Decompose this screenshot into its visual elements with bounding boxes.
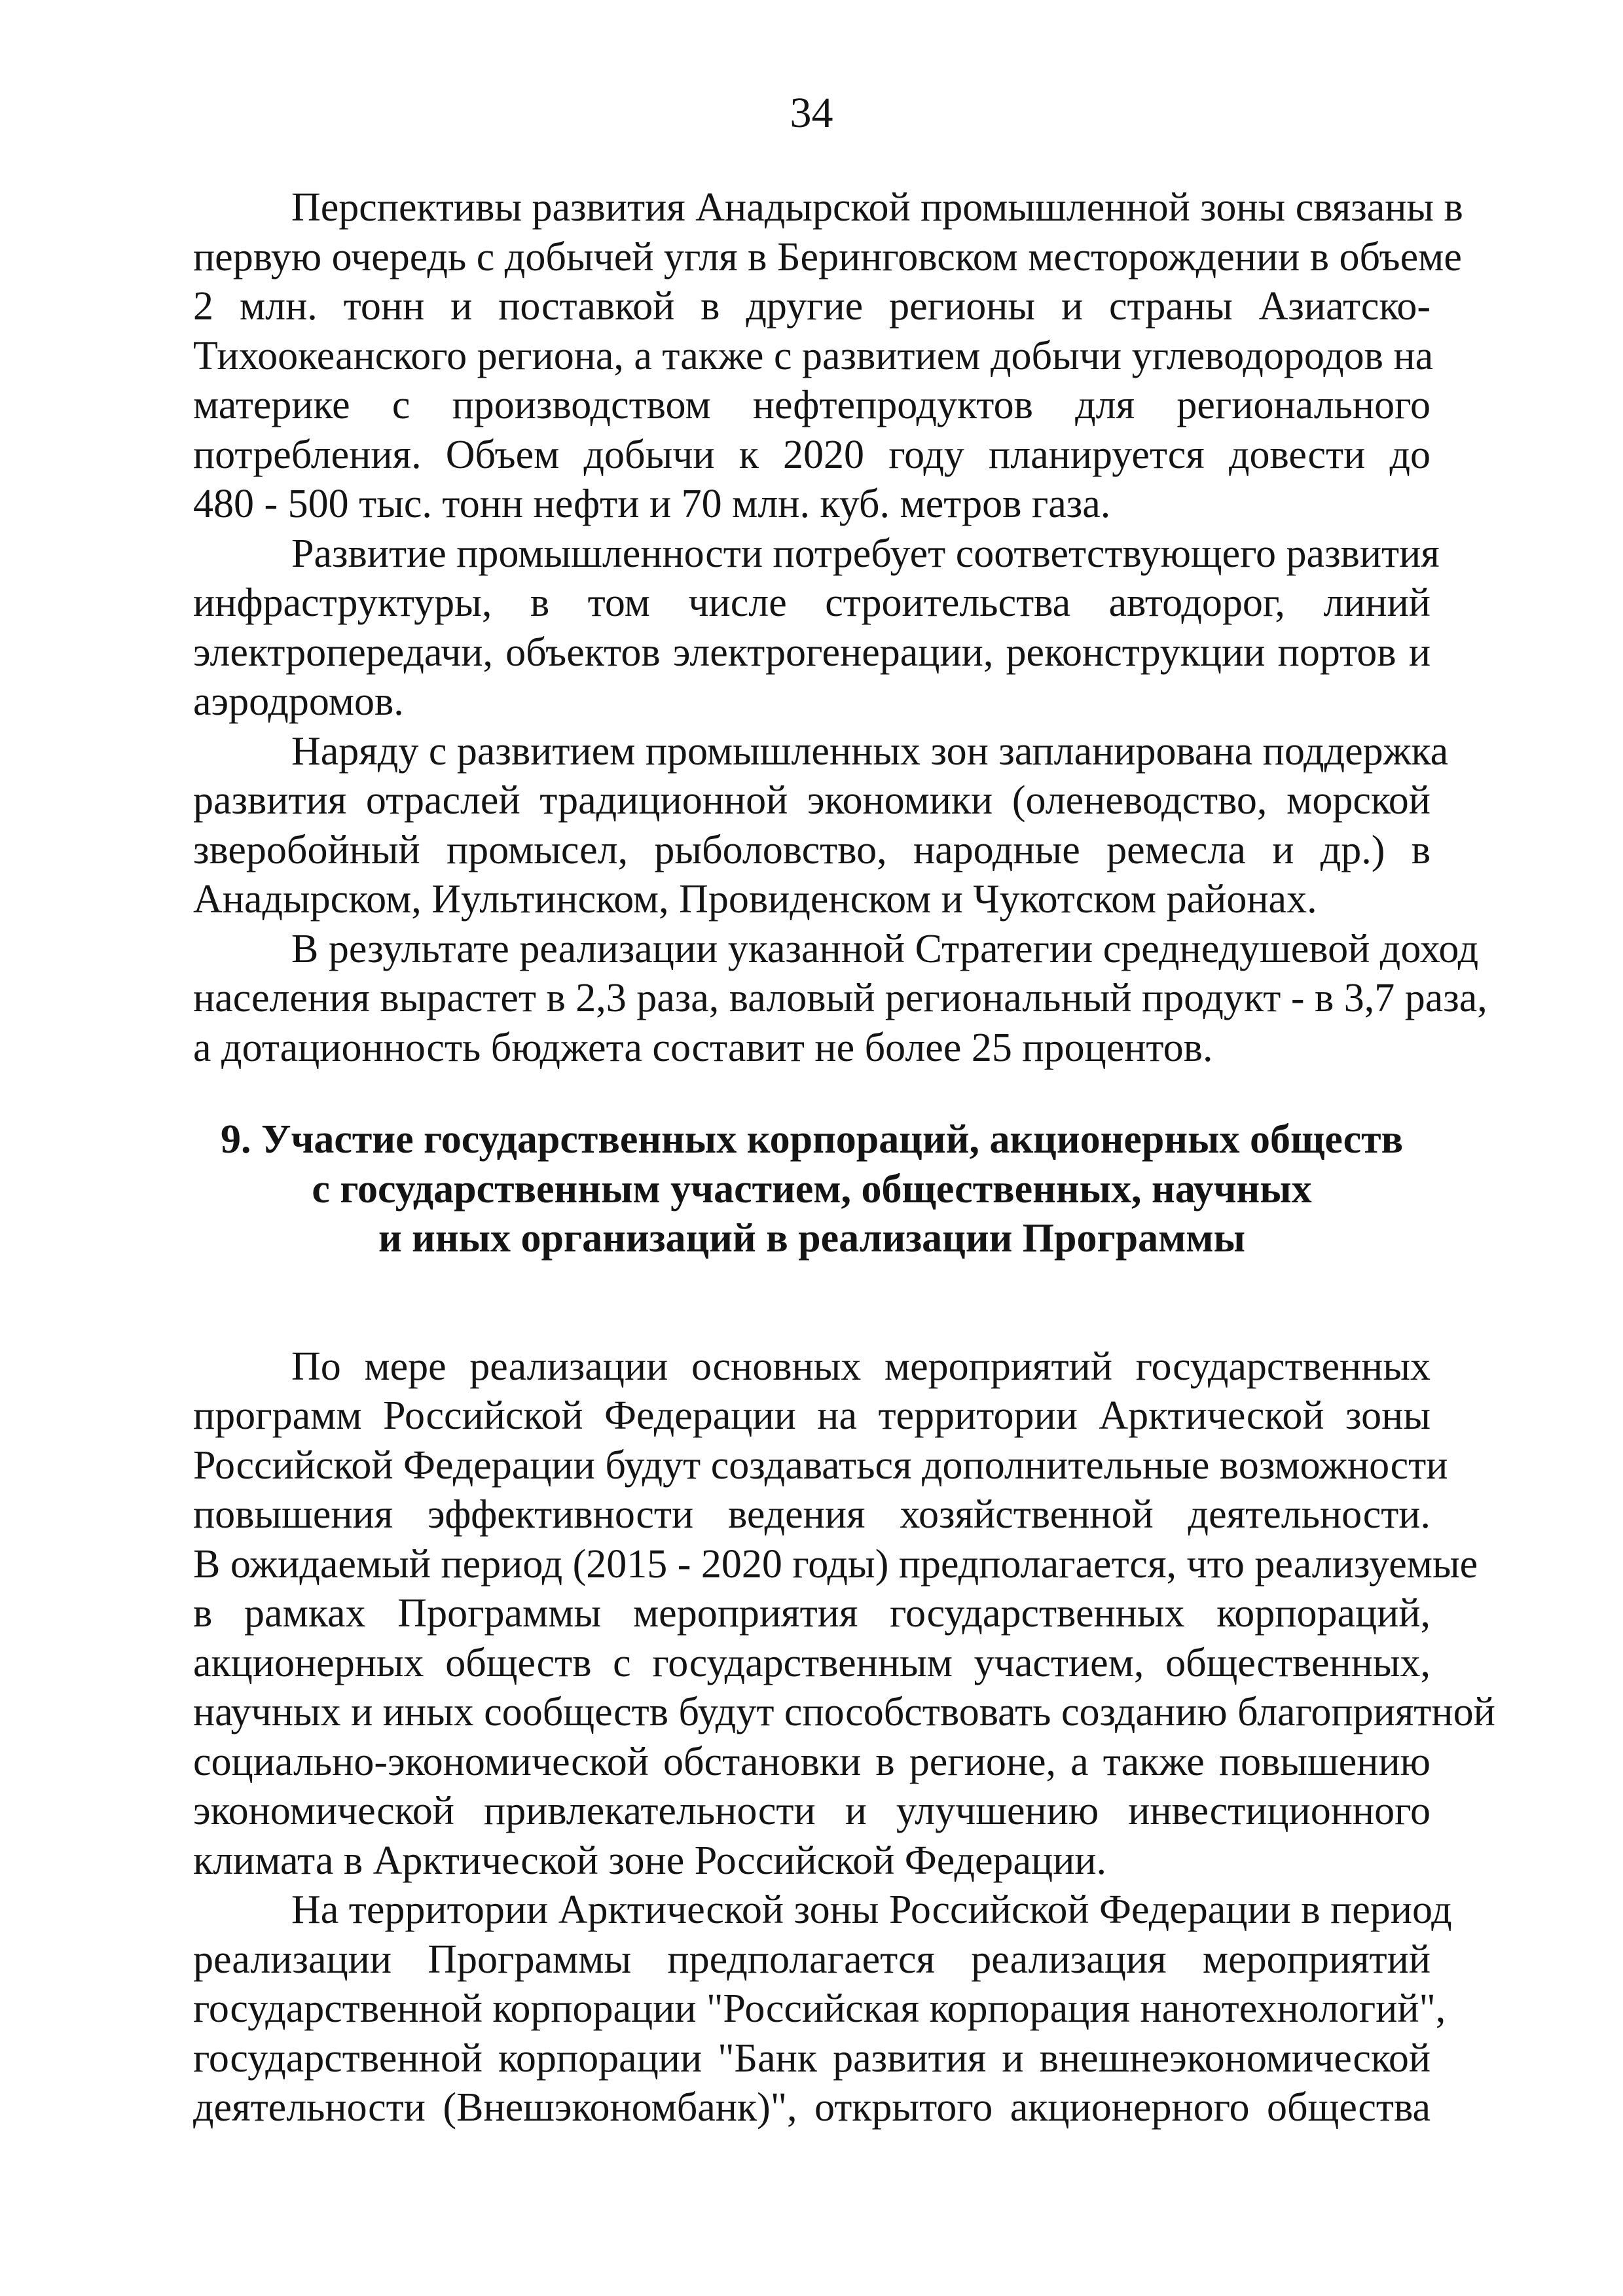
heading-line: и иных организаций в реализации Программы [378, 1216, 1246, 1261]
text-line: государственной корпорации "Российская корпорация нанотехнологий", [193, 1986, 1446, 2031]
paragraph-anadyr-zone [193, 183, 1463, 529]
text-line: Анадырском, Иультинском, Провиденском и Чукотском районах. [193, 877, 1317, 922]
text-line: Развитие промышленности потребует соответствующего развития [291, 531, 1440, 576]
text-line: Наряду с развитием промышленных зон запланирована поддержка [291, 728, 1449, 774]
page-number: 34 [790, 89, 833, 137]
text-line: повышения эффективности ведения хозяйственной деятельности. [193, 1492, 1431, 1537]
text-line: Тихоокеанского региона, а также с развитием добычи углеводородов на [193, 333, 1434, 378]
text-line: развития отраслей традиционной экономики (оленеводство, морской [193, 778, 1431, 823]
text-line: первую очередь с добычей угля в Беринговском месторождении в объеме [193, 234, 1462, 279]
document-body [193, 183, 1495, 2133]
text-line: государственной корпорации "Банк развития и внешнеэкономической [193, 2036, 1431, 2081]
heading-line: с государственным участием, общественных, научных [312, 1166, 1312, 1211]
text-line: научных и иных сообществ будут способствовать созданию благоприятной [193, 1690, 1495, 1734]
text-line: инфраструктуры, в том числе строительства автодорог, линий [193, 581, 1431, 625]
paragraph-traditional-economy [193, 727, 1449, 925]
text-line: экономической привлекательности и улучшению инвестиционного [193, 1789, 1431, 1833]
text-line: 2 млн. тонн и поставкой в другие регионы и страны Азиатско- [193, 284, 1431, 329]
text-line: 480 - 500 тыс. тонн нефти и 70 млн. куб. метров газа. [193, 482, 1111, 526]
text-line: На территории Арктической зоны Российской Федерации в период [291, 1888, 1452, 1932]
text-line: акционерных обществ с государственным участием, общественных, [193, 1640, 1431, 1685]
text-line: материке с производством нефтепродуктов для регионального [193, 383, 1431, 427]
text-line: в рамках Программы мероприятия государственных корпораций, [193, 1591, 1431, 1636]
text-line: Российской Федерации будут создаваться дополнительные возможности [193, 1443, 1448, 1488]
text-line: социально-экономической обстановки в регионе, а также повышению [193, 1739, 1431, 1784]
text-line: В ожидаемый период (2015 - 2020 годы) предполагается, что реализуемые [193, 1541, 1478, 1587]
heading-line: 9. Участие государственных корпораций, акционерных обществ [220, 1117, 1404, 1162]
text-line: реализации Программы предполагается реализация мероприятий [193, 1937, 1431, 1982]
text-line: населения вырастет в 2,3 раза, валовый региональный продукт - в 3,7 раза, [193, 976, 1487, 1020]
text-line: В результате реализации указанной Стратегии среднедушевой доход [291, 926, 1479, 971]
paragraph-state-programs [193, 1342, 1495, 1886]
section-heading [193, 1115, 1431, 1264]
text-line: программ Российской Федерации на территории Арктической зоны [193, 1393, 1431, 1438]
text-line: зверобойный промысел, рыболовство, народные ремесла и др.) в [193, 827, 1431, 872]
paragraph-strategy-results [193, 925, 1487, 1073]
text-line: аэродромов. [193, 679, 404, 724]
text-line: Перспективы развития Анадырской промышленной зоны связаны в [291, 185, 1463, 230]
paragraph-infrastructure [193, 529, 1440, 727]
text-line: потребления. Объем добычи к 2020 году планируется довести до [193, 432, 1431, 477]
text-line: климата в Арктической зоне Российской Федерации. [193, 1838, 1107, 1883]
text-line: а дотационность бюджета составит не более 25 процентов. [193, 1025, 1213, 1070]
text-line: электропередачи, объектов электрогенерации, реконструкции портов и [193, 630, 1431, 675]
text-line: По мере реализации основных мероприятий государственных [291, 1344, 1431, 1389]
text-line: деятельности (Внешэкономбанк)", открытого акционерного общества [193, 2085, 1431, 2130]
paragraph-corporations [193, 1886, 1452, 2133]
